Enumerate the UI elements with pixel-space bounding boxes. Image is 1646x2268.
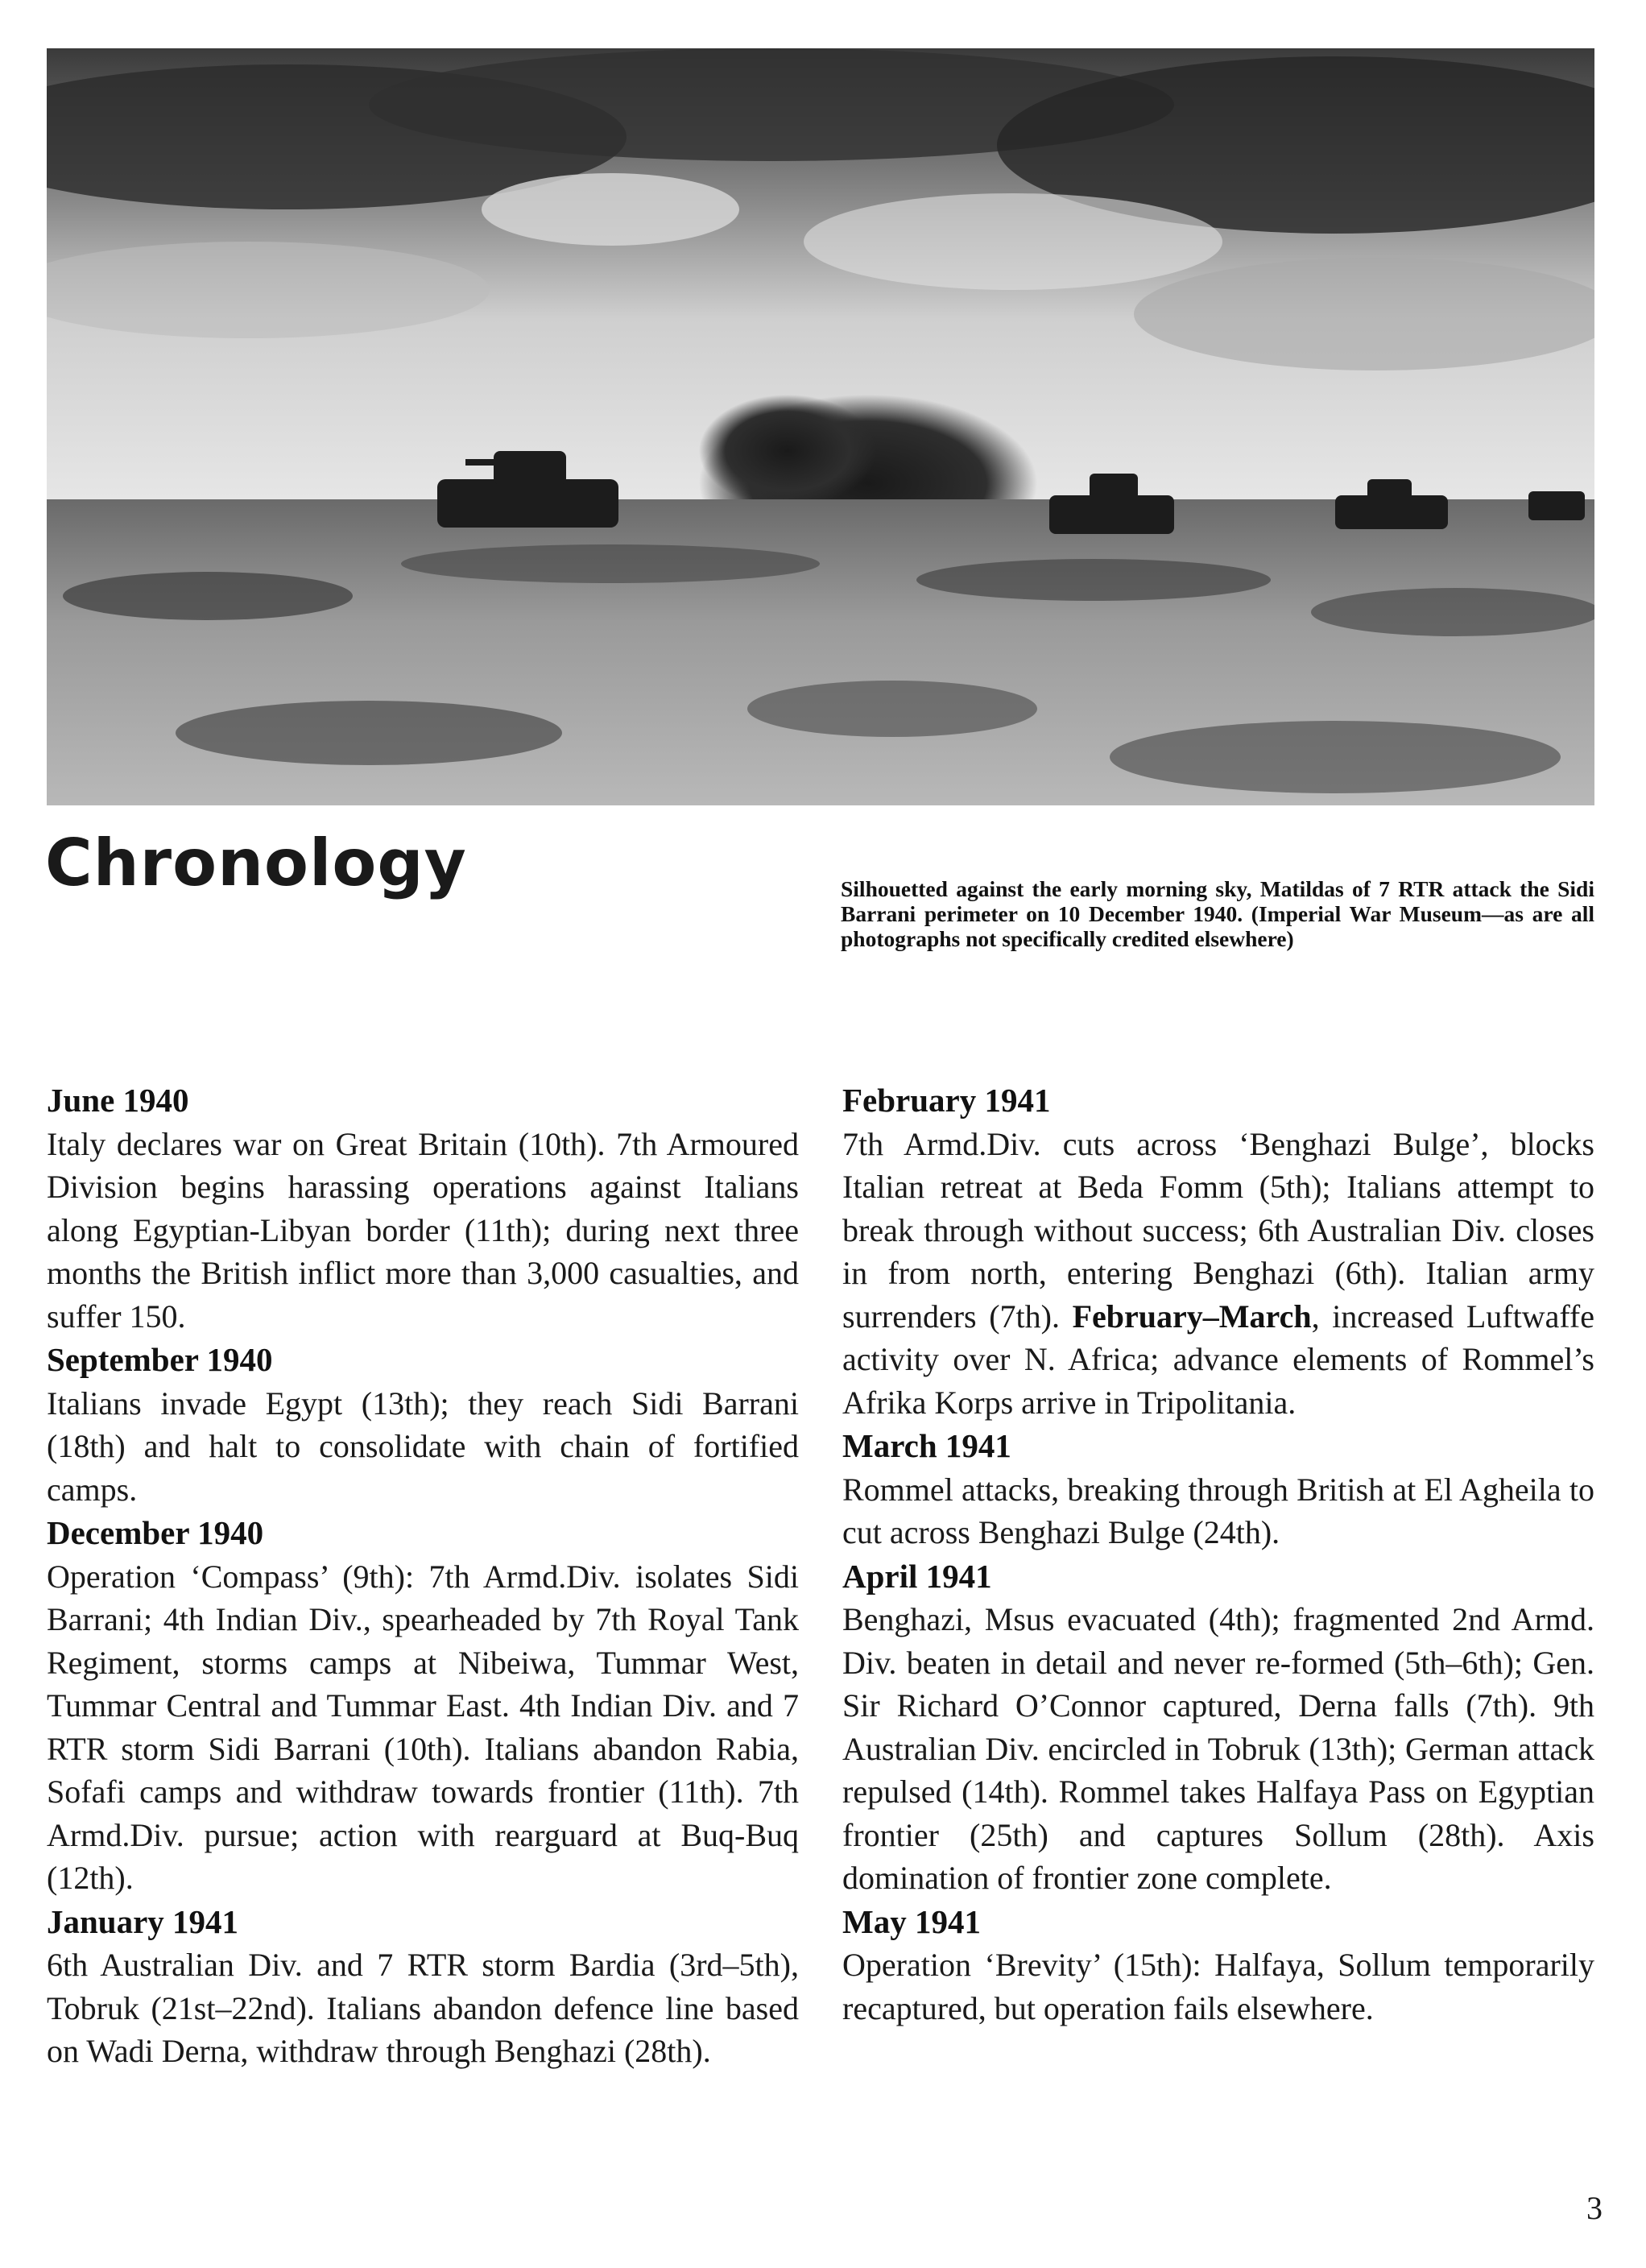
- entry-text: Italy declares war on Great Britain (10th). 7th Armoured Division begins harassing operations against Italians along Egyptian-Libyan border (11th); during next three months the British inflict more than 3,000 casualties, and suffer 150.: [47, 1125, 799, 1335]
- desert-tank-photo: [47, 48, 1594, 805]
- chronology-entry-february-1941: [842, 1079, 1594, 1424]
- entry-sub-text: , increased Luftwaffe activity over N. Africa; advance elements of Rommel’s Afrika Korps arrive in Tripolitania.: [842, 1297, 1594, 1421]
- chronology-entry-january-1941: [47, 1901, 799, 2073]
- entry-date: September 1940: [47, 1341, 273, 1378]
- entry-date: February 1941: [842, 1082, 1051, 1119]
- entry-text: [842, 1123, 1594, 1425]
- entry-text: Operation ‘Brevity’ (15th): Halfaya, Sollum temporarily recaptured, but operation fails elsewhere.: [842, 1947, 1594, 2026]
- entry-text: Rommel attacks, breaking through British at El Agheila to cut across Benghazi Bulge (24th).: [842, 1471, 1594, 1550]
- entry-text: Benghazi, Msus evacuated (4th); fragmented 2nd Armd. Div. beaten in detail and never re-formed (5th–6th); Gen. Sir Richard O’Connor captured, Derna falls (7th). 9th Australian Div. encircled in Tobruk (13th); German attack repulsed (14th). Rommel takes Halfaya Pass on Egyptian frontier (25th) and captures Sollum (28th). Axis domination of frontier zone complete.: [842, 1601, 1594, 1896]
- entry-text: Italians invade Egypt (13th); they reach Sidi Barrani (18th) and halt to consolidate with chain of fortified camps.: [47, 1384, 799, 1508]
- right-column: [842, 1079, 1594, 2030]
- chronology-entry-december-1940: [47, 1512, 799, 1900]
- desert-tank-photo-icon: [47, 48, 1594, 805]
- page-title: Chronology: [45, 826, 467, 900]
- entry-date: May 1941: [842, 1902, 981, 1940]
- entry-text-main: 7th Armd.Div. cuts across ‘Benghazi Bulge’, blocks Italian retreat at Beda Fomm (5th); Italians attempt to break through without success; 6th Australian Div. closes in from north, entering Benghazi (6th). Italian army surrenders (7th).: [842, 1125, 1594, 1335]
- entry-sub-label: February–March: [1072, 1297, 1312, 1335]
- left-column: [47, 1079, 799, 2074]
- entry-date: March 1941: [842, 1427, 1011, 1464]
- chronology-entry-may-1941: [842, 1901, 1594, 2030]
- entry-date: January 1941: [47, 1902, 239, 1940]
- entry-date: December 1940: [47, 1514, 264, 1551]
- entry-date: April 1941: [842, 1557, 992, 1595]
- chronology-entry-april-1941: [842, 1555, 1594, 1900]
- chronology-entry-june-1940: [47, 1079, 799, 1338]
- entry-text: Operation ‘Compass’ (9th): 7th Armd.Div. isolates Sidi Barrani; 4th Indian Div., spearheaded by 7th Royal Tank Regiment, storms camps at Nibeiwa, Tummar West, Tummar Central and Tummar East. 4th Indian Div. and 7 RTR storm Sidi Barrani (10th). Italians abandon Rabia, Sofafi camps and withdraw towards frontier (11th). 7th Armd.Div. pursue; action with rearguard at Buq-Buq (12th).: [47, 1558, 799, 1896]
- chronology-entry-september-1940: [47, 1339, 799, 1511]
- entry-date: June 1940: [47, 1082, 189, 1119]
- chronology-entry-march-1941: [842, 1425, 1594, 1554]
- page-number: 3: [1586, 2190, 1603, 2226]
- entry-text: 6th Australian Div. and 7 RTR storm Bardia (3rd–5th), Tobruk (21st–22nd). Italians abandon defence line based on Wadi Derna, withdraw through Benghazi (28th).: [47, 1947, 799, 2069]
- photo-caption: Silhouetted against the early morning sky, Matildas of 7 RTR attack the Sidi Barrani perimeter on 10 December 1940. (Imperial War Museum—as are all photographs not specifically credited elsewhere): [841, 876, 1594, 951]
